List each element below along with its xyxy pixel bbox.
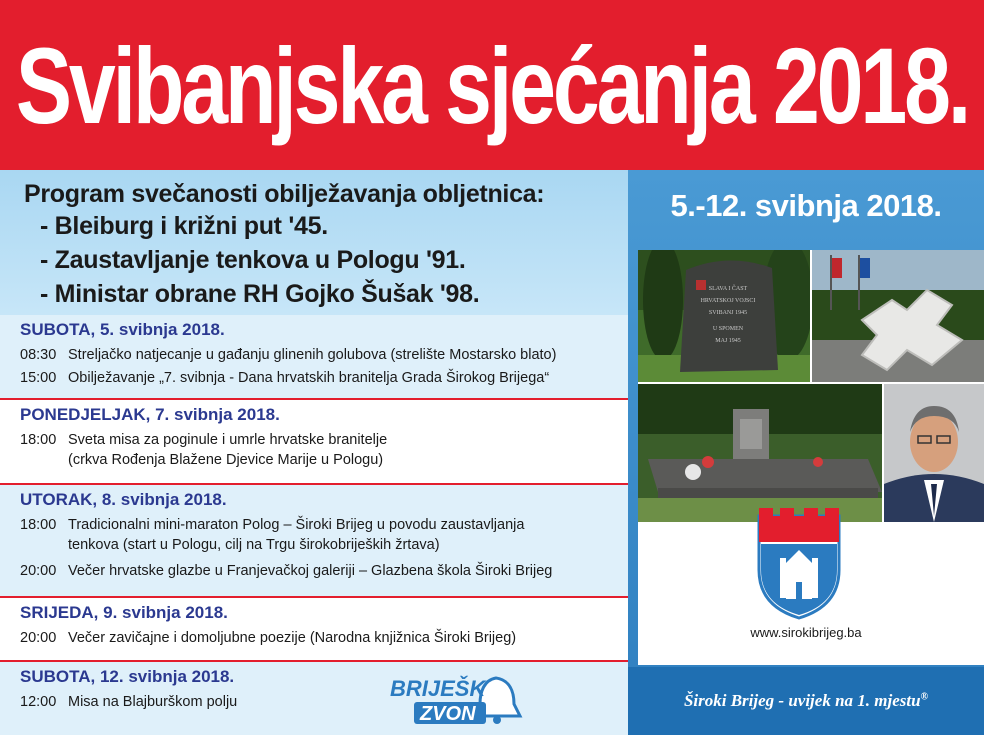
event <box>20 563 552 579</box>
cross-monument-photo <box>812 250 984 382</box>
slogan-text: Široki Brijeg - uvijek na 1. mjestu® <box>683 691 929 710</box>
event-time: 20:00 <box>20 630 57 646</box>
portrait-photo <box>884 384 984 522</box>
day-title: SUBOTA, 12. svibnja 2018. <box>20 667 235 686</box>
event-text: Večer zavičajne i domoljubne poezije (Narodna knjižnica Široki Brijeg) <box>68 630 517 646</box>
event-text: Misa na Blajburškom polju <box>68 694 238 710</box>
event-text: Streljačko natjecanje u gađanju glinenih golubova (strelište Mostarsko blato) <box>68 347 557 363</box>
event-time: 15:00 <box>20 370 57 386</box>
registered-mark: ® <box>920 691 929 703</box>
day-title: SRIJEDA, 9. svibnja 2018. <box>20 603 228 622</box>
plaque-text: MAJ 1945 <box>715 338 741 344</box>
plaque-text: HRVATSKOJ VOJSCI <box>700 298 756 304</box>
event-text: Tradicionalni mini-maraton Polog – Široki Brijeg u povodu zaustavljanja <box>68 517 525 533</box>
program-item: - Zaustavljanje tenkova u Pologu '91. <box>40 246 466 274</box>
event <box>20 370 549 386</box>
plaque-text: SVIBANJ 1945 <box>708 310 748 316</box>
program-box <box>0 170 628 315</box>
event-time: 08:30 <box>20 347 57 363</box>
memorial-stone-photo <box>638 250 810 382</box>
program-item: - Bleiburg i križni put '45. <box>40 212 328 240</box>
day-title: UTORAK, 8. svibnja 2018. <box>20 490 227 509</box>
right-panel <box>628 170 984 735</box>
plaque-text: U SPOMEN <box>712 326 744 332</box>
event-time: 18:00 <box>20 432 57 448</box>
plaque-text: SLAVA I ČAST <box>708 286 748 292</box>
event <box>20 694 237 710</box>
day-title: SUBOTA, 5. svibnja 2018. <box>20 320 225 339</box>
event-text: Obilježavanje „7. svibnja - Dana hrvatskih branitelja Grada Širokog Brijega“ <box>68 370 550 386</box>
day-title: PONEDJELJAK, 7. svibnja 2018. <box>20 405 280 424</box>
event <box>20 630 516 646</box>
event-text-continued: tenkova (start u Pologu, cilj na Trgu širokobrijeških žrtava) <box>68 537 440 553</box>
coat-of-arms-icon <box>756 508 842 620</box>
event <box>20 517 525 553</box>
day-block <box>0 598 628 660</box>
logo-line2: ZVON <box>420 703 476 725</box>
event-time: 18:00 <box>20 517 57 533</box>
date-range: 5.-12. svibnja 2018. <box>670 188 942 223</box>
brijesk-zvon-logo <box>388 672 538 728</box>
poster-title: Svibanjska sjećanja 2018. <box>15 24 969 146</box>
event-text: Večer hrvatske glazbe u Franjevačkoj galeriji – Glazbena škola Široki Brijeg <box>68 563 553 579</box>
slogan-footer <box>628 667 984 735</box>
day-block <box>0 315 628 398</box>
program-item: - Ministar obrane RH Gojko Šušak '98. <box>40 280 480 308</box>
website-link[interactable]: www.sirokibrijeg.ba <box>750 625 862 640</box>
event-text: Sveta misa za poginule i umrle hrvatske branitelje <box>68 432 388 448</box>
program-heading: Program svečanosti obilježavanja obljetnica: <box>24 180 545 208</box>
event <box>20 347 556 363</box>
day-block <box>0 400 628 483</box>
logo-line1: BRIJEŠK <box>390 676 486 701</box>
event-time: 12:00 <box>20 694 57 710</box>
event-time: 20:00 <box>20 563 57 579</box>
grave-memorial-photo <box>638 384 882 522</box>
program-column <box>0 170 628 735</box>
event <box>20 432 388 468</box>
event-text-continued: (crkva Rođenja Blažene Djevice Marije u Pologu) <box>68 452 384 468</box>
day-block <box>0 485 628 596</box>
